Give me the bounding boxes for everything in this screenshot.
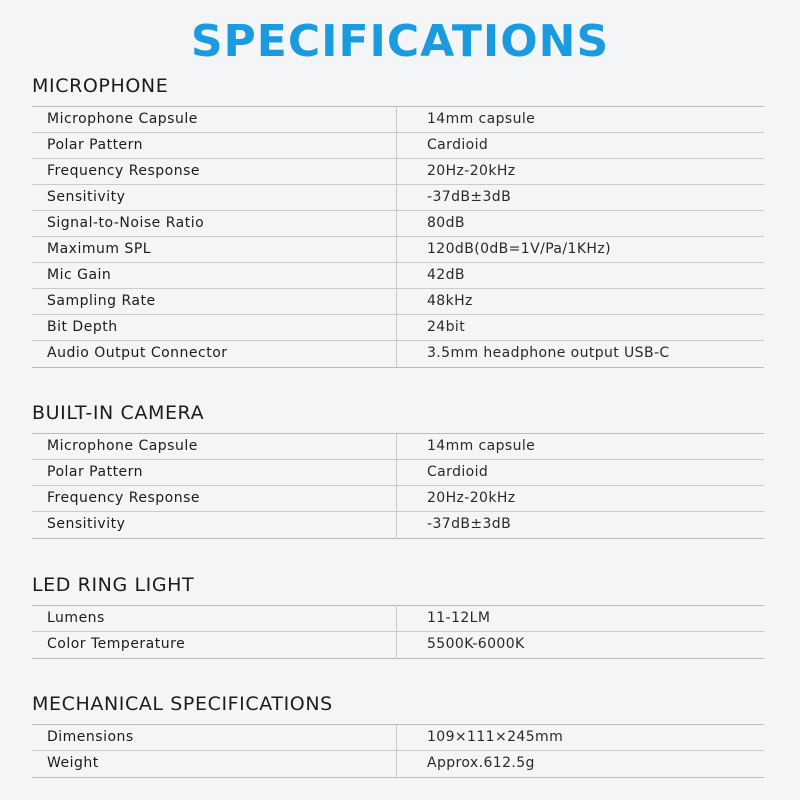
spec-row (32, 341, 764, 367)
spec-value: 109×111×245mm (427, 729, 564, 745)
section-built-in-camera (32, 401, 764, 539)
spec-label: Microphone Capsule (32, 107, 397, 132)
spec-row (32, 107, 764, 133)
spec-value: -37dB±3dB (427, 516, 512, 532)
spec-value: 3.5mm headphone output USB-C (427, 345, 670, 361)
spec-value: 80dB (427, 215, 465, 231)
spec-row (32, 211, 764, 237)
spec-label: Lumens (32, 606, 397, 631)
spec-value: 42dB (427, 267, 465, 283)
spec-row (32, 512, 764, 538)
spec-label: Signal-to-Noise Ratio (32, 211, 397, 236)
spec-label: Dimensions (32, 725, 397, 750)
spec-label: Polar Pattern (32, 460, 397, 485)
spec-table (32, 433, 764, 539)
spec-value: Approx.612.5g (427, 755, 535, 771)
spec-label: Frequency Response (32, 159, 397, 184)
section-heading: LED RING LIGHT (32, 574, 195, 596)
spec-row (32, 434, 764, 460)
spec-label: Polar Pattern (32, 133, 397, 158)
spec-value: -37dB±3dB (427, 189, 512, 205)
spec-value: 20Hz-20kHz (427, 490, 516, 506)
spec-table (32, 106, 764, 368)
page-title: SPECIFICATIONS (190, 16, 610, 67)
spec-label: Sensitivity (32, 512, 397, 538)
spec-row (32, 315, 764, 341)
spec-row (32, 237, 764, 263)
spec-label: Color Temperature (32, 632, 397, 658)
spec-row (32, 185, 764, 211)
spec-row (32, 606, 764, 632)
section-heading: BUILT-IN CAMERA (32, 402, 205, 424)
spec-table (32, 605, 764, 659)
spec-value: Cardioid (427, 137, 489, 153)
section-heading: MECHANICAL SPECIFICATIONS (32, 693, 333, 715)
spec-value: 24bit (427, 319, 466, 335)
spec-label: Microphone Capsule (32, 434, 397, 459)
spec-row (32, 289, 764, 315)
spec-value: Cardioid (427, 464, 489, 480)
spec-value: 5500K-6000K (427, 636, 525, 652)
spec-row (32, 725, 764, 751)
section-microphone (32, 74, 764, 368)
spec-value: 120dB(0dB=1V/Pa/1KHz) (427, 241, 611, 257)
spec-label: Bit Depth (32, 315, 397, 340)
section-led-ring-light (32, 573, 764, 659)
spec-label: Sampling Rate (32, 289, 397, 314)
spec-label: Frequency Response (32, 486, 397, 511)
spec-row (32, 133, 764, 159)
spec-label: Mic Gain (32, 263, 397, 288)
spec-row (32, 460, 764, 486)
section-mechanical-specifications (32, 692, 764, 778)
spec-value: 48kHz (427, 293, 473, 309)
spec-row (32, 751, 764, 777)
spec-row (32, 159, 764, 185)
spec-value: 14mm capsule (427, 111, 536, 127)
spec-row (32, 632, 764, 658)
spec-label: Weight (32, 751, 397, 777)
spec-value: 20Hz-20kHz (427, 163, 516, 179)
spec-label: Audio Output Connector (32, 341, 397, 367)
section-heading: MICROPHONE (32, 75, 169, 97)
spec-value: 11-12LM (427, 610, 491, 626)
spec-row (32, 486, 764, 512)
spec-row (32, 263, 764, 289)
spec-value: 14mm capsule (427, 438, 536, 454)
spec-table (32, 724, 764, 778)
spec-label: Maximum SPL (32, 237, 397, 262)
spec-label: Sensitivity (32, 185, 397, 210)
